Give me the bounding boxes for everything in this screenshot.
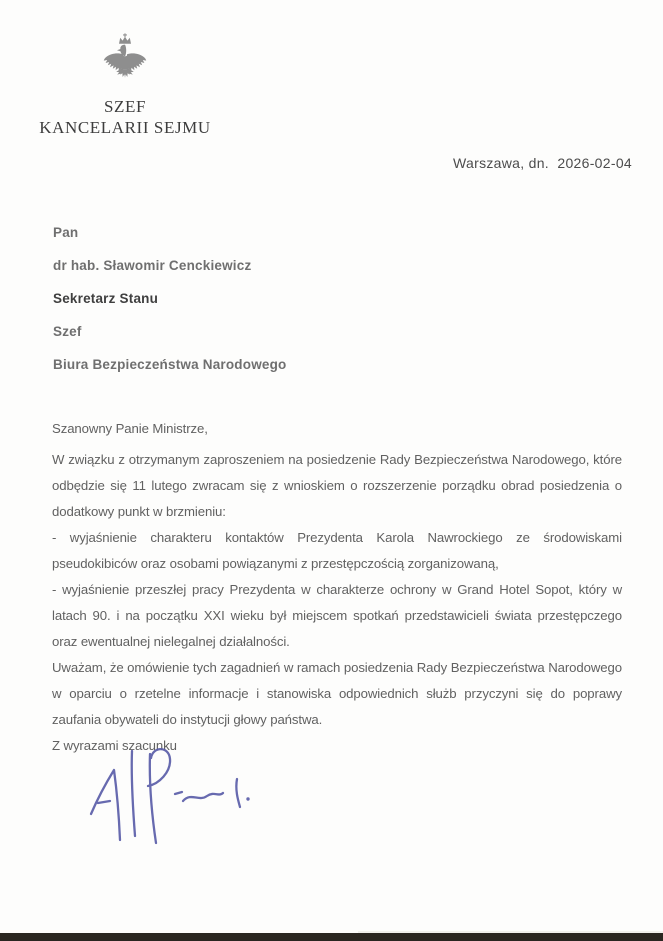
handwritten-signature — [85, 742, 255, 850]
body-paragraph: - wyjaśnienie charakteru kontaktów Prezydenta Karola Nawrockiego ze środowiskami pseudokibiców oraz osobami powiązanymi z przestępczością zorganizowaną, — [52, 530, 622, 571]
recipient-line: dr hab. Sławomir Cenckiewicz — [53, 258, 252, 273]
salutation: Szanowny Panie Ministrze, — [52, 421, 208, 436]
body-paragraph: - wyjaśnienie przeszłej pracy Prezydenta w charakterze ochrony w Grand Hotel Sopot, który w latach 90. i na początku XXI wieku był miejscem spotkań przedstawicieli świata przestępczego oraz ewentualnej nielegalnej działalności. — [52, 582, 622, 649]
letter-body — [52, 416, 622, 759]
polish-eagle-icon — [101, 33, 149, 93]
date-line: Warszawa, dn. 2026-02-04 — [453, 155, 632, 171]
scan-edge-bar — [0, 933, 663, 941]
body-paragraph: Uważam, że omówienie tych zagadnień w ramach posiedzenia Rady Bezpieczeństwa Narodowego w oparciu o rzetelne informacje i stanowiska odpowiednich służb przyczyni się do poprawy zaufania obywateli do instytucji głowy państwa. — [52, 660, 622, 727]
closing: Z wyrazami szacunku — [52, 738, 177, 753]
letterhead-title-line1: SZEF — [103, 97, 147, 116]
recipient-line: Sekretarz Stanu — [53, 291, 159, 306]
recipient-block — [53, 216, 287, 381]
body-paragraph: W związku z otrzymanym zaproszeniem na posiedzenie Rady Bezpieczeństwa Narodowego, które odbędzie się 11 lutego zwracam się z wnioskiem o rozszerzenie porządku obrad posiedzenia o dodatkowy punkt w brzmieniu: — [52, 452, 622, 519]
letterhead-title-line2: KANCELARII SEJMU — [39, 118, 211, 137]
recipient-line: Szef — [53, 324, 82, 339]
letterhead — [22, 33, 228, 138]
recipient-line: Biura Bezpieczeństwa Narodowego — [53, 357, 287, 372]
recipient-line: Pan — [53, 225, 79, 240]
letterhead-title — [22, 96, 228, 138]
